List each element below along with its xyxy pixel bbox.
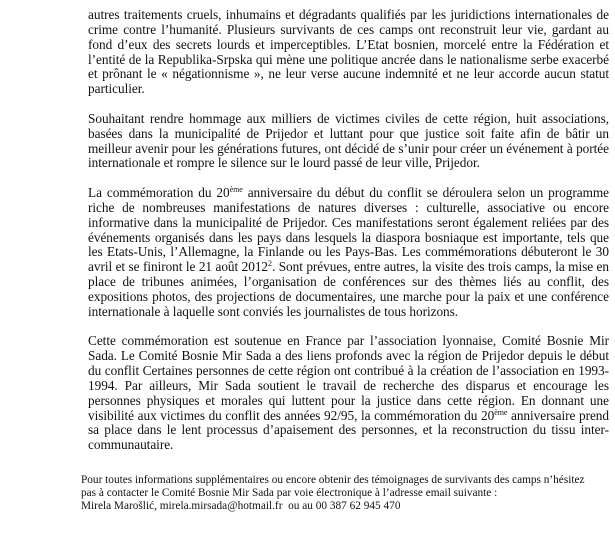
email-link[interactable]: mirela.mirsada@hotmail.fr [159,500,283,512]
contact-footer [81,474,611,513]
superscript: ème [494,407,508,417]
footer-contact-details [81,500,611,513]
superscript: 2 [268,259,272,269]
phone-number: 00 387 62 945 470 [315,500,401,512]
paragraph-text: Souhaitant rendre hommage aux milliers de victimes civiles de cette région, huit associations, basées dans la municipalité de Prijedor et luttant pour que justice soit faite afin de bâtir un meilleur avenir pour les générations futures, ont décidé de s’unir pour créer un événement à portée internationale et rompre le silence sur le lourd passé de leur ville, Prijedor. [88,110,609,171]
paragraph-text: . Sont prévues, entre autres, la visite des trois camps, la mise en place de tribunes animées, l’organisation de conférences sur des thèmes liés au conflit, des expositions photos, des projections de documentaires, une marche pour la paix et une conférence internationale à laquelle sont conviés les journalistes de tous horizons. [88,259,609,319]
paragraph-mir-sada-support [88,334,609,453]
paragraph-associations [88,112,609,171]
paragraph-text: Cette commémoration est soutenue en France par l’association lyonnaise, Comité Bosnie Mir Sada. Le Comité Bosnie Mir Sada a des liens profonds avec la région de Prijedor depuis le début du conflit Certaines personnes de cette région ont contribué à la création de l’association en 1993-1994. Par ailleurs, Mir Sada soutient le travail de recherche des disparus et encourage les personnes physiques et morales qui luttent pour la justice dans cette région. En donnant une visibilité aux victimes du conflit des années 92/95, la commémoration du 20 [88,333,609,423]
paragraph-survivors [88,8,609,97]
document-body [88,8,609,468]
footer-contact-line: pas à contacter le Comité Bosnie Mir Sada par voie électronique à l’adresse email suivante : [81,487,498,499]
footer-info-line: Pour toutes informations supplémentaires ou encore obtenir des témoignages de survivants des camps n’hésitez [81,474,585,486]
paragraph-text: anniversaire prend sa place dans le lent processus d’apaisement des personnes, et la reconstruction du tissu inter-communautaire. [88,407,609,453]
superscript: ème [229,185,243,195]
contact-name: Mirela Marošlić, [81,500,160,512]
paragraph-text: anniversaire du début du conflit se déroulera selon un programme riche de nombreuses manifestations de natures diverses : culturelle, associative ou encore informative dans la municipalité de Prijedor. Ces manifestations seront également reliées par des événements organisés dans les pays dans lesquels la diaspora bosniaque est importante, tels que les Etats-Unis, l’Allemagne, la Finlande ou les Pays-Bas. Les commémorations débuteront le 30 avril et se finiront le 21 août 2012 [88,185,610,275]
phone-prefix: ou au [282,500,316,512]
paragraph-text: La commémoration du 20 [88,185,230,201]
paragraph-commemoration-program [88,186,609,320]
paragraph-text: autres traitements cruels, inhumains et dégradants qualifiés par les juridictions internationales de crime contre l’humanité. Plusieurs survivants de ces camps ont reconstruit leur vie, gardant au fond d’eux des secrets lourds et imperceptibles. L’Etat bosnien, morcelé entre la Fédération et l’entité de la Republika-Srpska qui mène une politique ancrée dans le nationalisme serbe exacerbé et prônant le « négationnisme », ne leur verse aucune indemnité et ne leur accorde aucun statut particulier. [88,7,609,97]
